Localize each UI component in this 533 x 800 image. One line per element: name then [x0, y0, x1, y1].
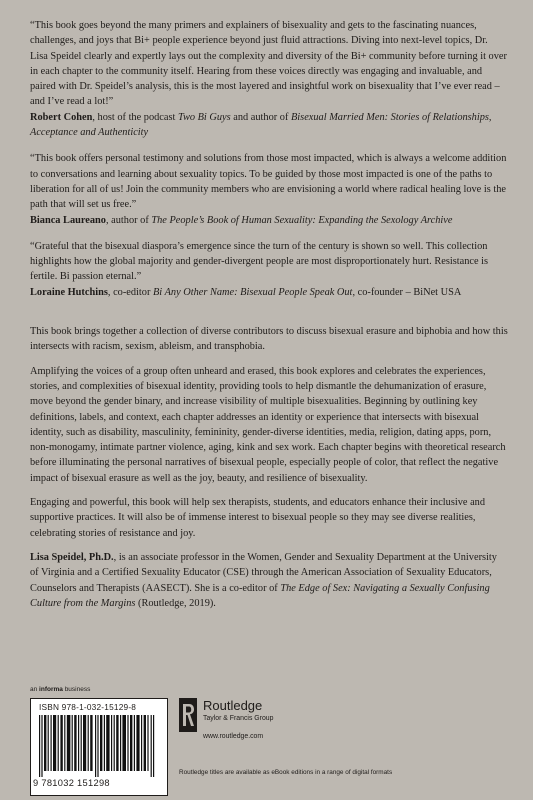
endorsement-attribution — [30, 285, 508, 300]
endorser-work: Bi Any Other Name: Bisexual People Speak Out — [152, 286, 353, 298]
endorser-name: Bianca Laureano — [30, 214, 106, 226]
ebook-note: Routledge titles are available as eBook editions in a range of digital formats — [179, 769, 393, 776]
endorser-name: Robert Cohen — [30, 111, 93, 123]
publisher-url: www.routledge.com — [203, 733, 264, 740]
endorser-role: , author of — [105, 214, 152, 226]
endorser-role: , co-editor — [107, 286, 153, 298]
informa-prefix: an — [30, 686, 40, 693]
description-paragraph: Engaging and powerful, this book will help sex therapists, students, and educators enhance their inclusive and supportive practices. It will also be of immense interest to bisexual people so they may see diverse realities, celebrating stories of resistance and joy. — [30, 497, 486, 539]
informa-name: informa — [39, 686, 63, 693]
endorser-name: Loraine Hutchins — [30, 286, 108, 298]
barcode-number: 9 781032 151298 — [33, 778, 110, 788]
description-paragraph: This book brings together a collection of diverse contributors to discuss bisexual erasure and biphobia and how this intersects with racism, sexism, ableism, and transphobia. — [30, 326, 508, 353]
endorser-work: Two Bi Guys — [177, 111, 231, 123]
endorsement-quote: “Grateful that the bisexual diaspora’s emergence since the turn of the century is shown so well. This collection highlights how the global majority and gender-divergent people are most disproportionately hurt. Resistance is fertile. Bi passion eternal.” — [30, 240, 489, 283]
informa-suffix: business — [62, 686, 91, 693]
endorser-role: , host of the podcast — [92, 111, 178, 123]
publisher-logo — [179, 696, 319, 746]
back-cover-text — [30, 18, 508, 620]
description-paragraph: Amplifying the voices of a group often unheard and erased, this book explores and celebrates the experiences, stories, and complexities of bisexual identity, providing tools to help dismantle the dehumanization of erasure, move beyond the gender binary, and increase visibility of multiple bisexualities. Beginning by outlining key definitions, labels, and context, each chapter addresses an identity or experience that intersects with bisexual identity, such as disability, masculinity, femininity, gender-diverse identities, media, religion, dating apps, porn, non-monogamy, intimate partner violence, aging, kink and sex work. Each chapter begins with theoretical research before illuminating the personal narratives of bisexual people, especially people of color, that reflect the negative impact of bisexual erasure as well as the joy, beauty, and resilience of bisexuality. — [30, 365, 506, 484]
informa-business-label — [30, 686, 90, 693]
publisher-group: Taylor & Francis Group — [203, 715, 274, 722]
endorser-work-2: Bisexual Married Men: Stories of Relationships, Acceptance and Authenticity — [30, 111, 492, 139]
isbn-text: ISBN 978-1-032-15129-8 — [39, 702, 137, 712]
endorser-work: The People’s Book of Human Sexuality: Expanding the Sexology Archive — [151, 214, 453, 226]
endorser-role-tail: , co-founder – BiNet USA — [352, 286, 462, 298]
endorsement-attribution — [30, 110, 508, 141]
author-bio-tail: (Routledge, 2019). — [135, 597, 216, 609]
routledge-logo-icon — [179, 698, 197, 732]
cover-footer — [30, 686, 508, 796]
endorser-role-mid: and author of — [230, 111, 291, 123]
endorsement-1 — [30, 18, 508, 140]
author-bio-text: , is an associate professor in the Women, Gender and Sexuality Department at the University of Virginia and a Certified Sexuality Educator (CSE) through the American Association of Sexuality Educators, Counselors and Therapists (AASECT). She is a co-editor of — [30, 551, 497, 594]
endorsement-quote: “This book goes beyond the many primers and explainers of bisexuality and gets to the fascinating nuances, challenges, and joys that Bi+ people experience beyond just fluid attractions. Diving into next-level topics, Dr. Lisa Speidel clearly and expertly lays out the complexity and diversity of the Bi+ community before turning it over in each chapter to the community itself. Hearing from these voices directly was engaging and invaluable, and paired with Dr. Speidel’s analysis, this is the most layered and insightful work on bisexuality that I’ve ever read – and I’ve read a lot!” — [30, 20, 507, 108]
isbn-barcode — [30, 698, 168, 796]
endorsement-2 — [30, 151, 508, 227]
author-name: Lisa Speidel, Ph.D. — [30, 551, 114, 563]
endorsement-quote: “This book offers personal testimony and solutions from those most impacted, which is always a welcome addition to conversations and learning about sexuality topics. To be guided by those most impacted is one of the paths to liberation for all of us! Join the community members who are envisioning a world where radical healing love is the path that will set us free.” — [30, 153, 507, 211]
author-bio — [30, 550, 508, 611]
endorsement-attribution — [30, 213, 508, 228]
endorsement-3 — [30, 239, 508, 300]
author-bio-work: The Edge of Sex: Navigating a Sexually Confusing Culture from the Margins — [30, 582, 490, 609]
publisher-name: Routledge — [203, 698, 263, 713]
barcode-icon — [39, 715, 157, 777]
